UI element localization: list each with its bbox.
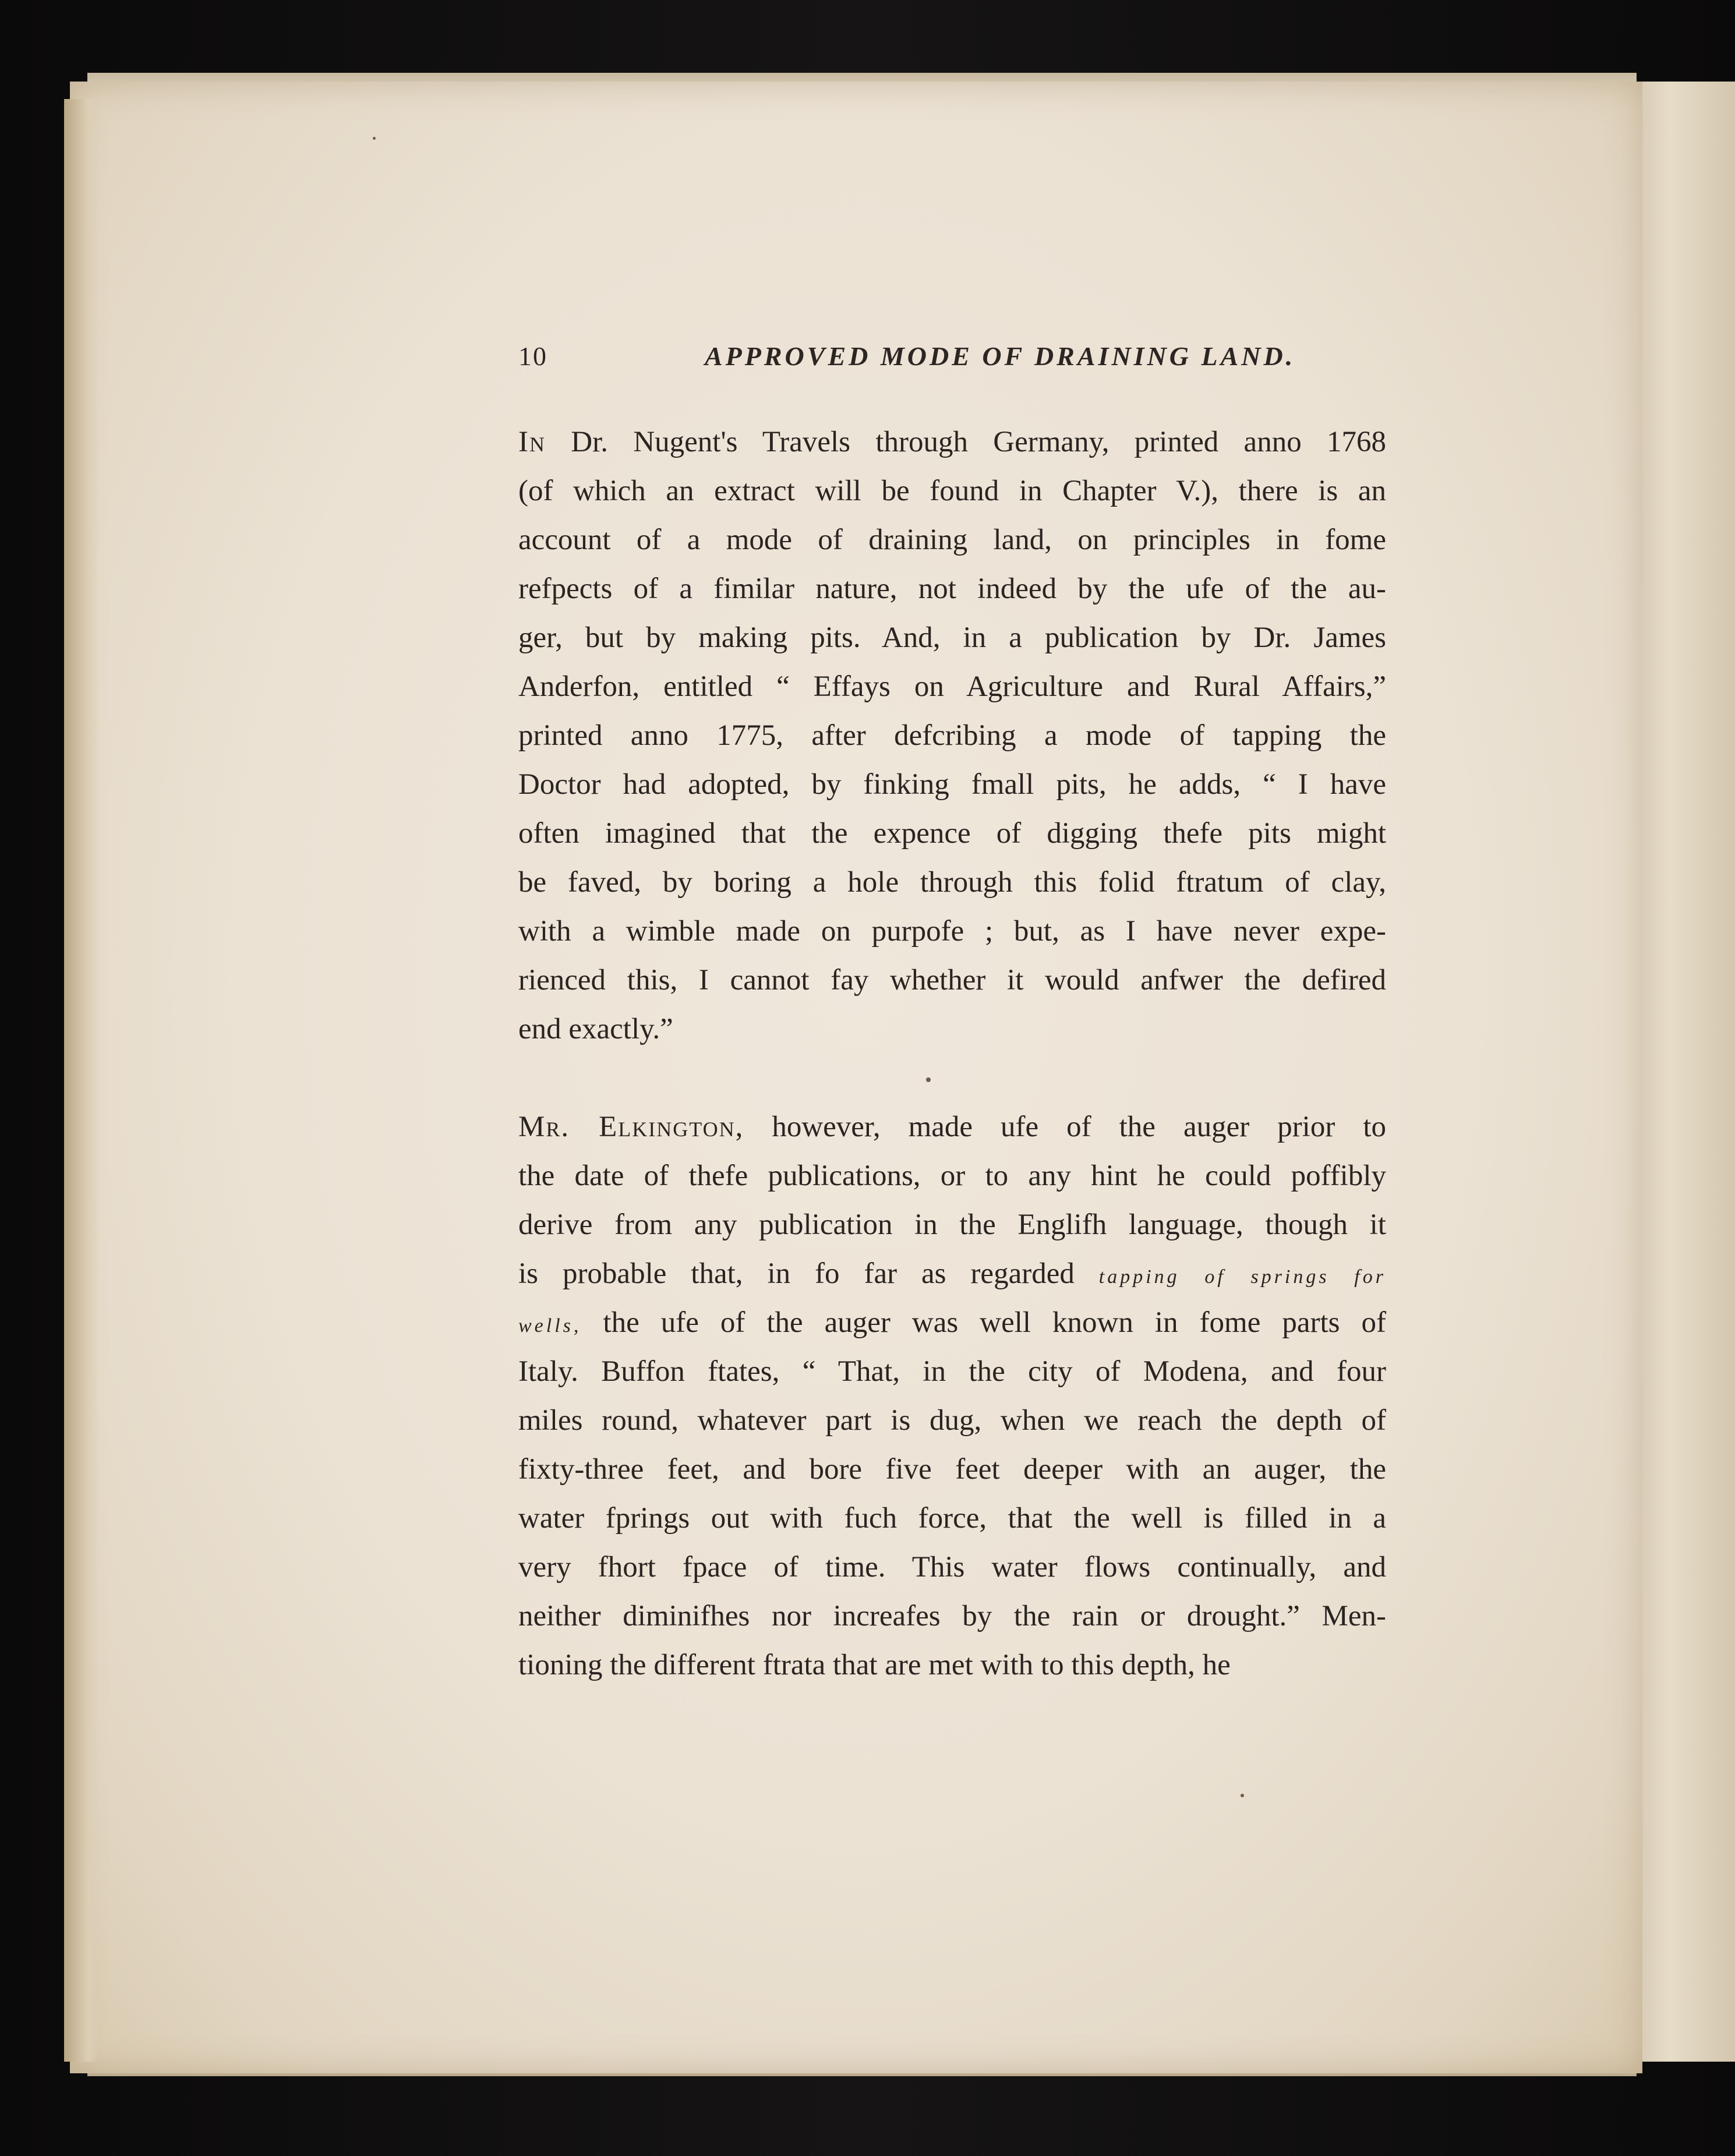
running-title: APPROVED MODE OF DRAINING LAND. [705, 341, 1296, 371]
paper-speck [373, 137, 376, 140]
paragraph-2-line [518, 1347, 1386, 1396]
line-text: miles round, whatever part is dug, when we reach the depth of [518, 1404, 1386, 1437]
paragraph-2-line [518, 1249, 1386, 1298]
line-text: very fhort fpace of time. This water flows continually, and [518, 1551, 1386, 1584]
paragraph-2 [518, 1102, 1386, 1690]
paragraph-1-line [518, 515, 1386, 564]
paragraph-1-line [518, 564, 1386, 613]
paper-speck [926, 1077, 931, 1082]
paragraph-1-line [518, 1005, 1386, 1054]
line-text: is probable that, in fo far as regarded [518, 1257, 1075, 1290]
small-caps-lead: Mr. Elkington, [518, 1111, 744, 1143]
line-text: fixty-three feet, and bore five feet deeper with an auger, the [518, 1453, 1386, 1486]
next-page [1642, 82, 1735, 2062]
line-text: tioning the different ftrata that are met with to this depth, he [518, 1649, 1231, 1681]
paragraph-1-line [518, 466, 1386, 515]
paragraph-2-line [518, 1396, 1386, 1445]
paragraph-1-line [518, 956, 1386, 1005]
line-text: with a wimble made on purpofe ; but, as I have never expe- [518, 915, 1386, 948]
small-caps-lead: In [518, 426, 546, 458]
line-text: (of which an extract will be found in Chapter V.), there is an [518, 475, 1386, 507]
paragraph-1-line [518, 907, 1386, 956]
paragraph-1-line [518, 760, 1386, 809]
line-text: refpects of a fimilar nature, not indeed by the ufe of the au- [518, 572, 1386, 605]
line-text: neither diminifhes nor increafes by the rain or drought.” Men- [518, 1600, 1386, 1632]
paragraph-2-line [518, 1102, 1386, 1151]
line-text: Anderfon, entitled “ Effays on Agriculture and Rural Affairs,” [518, 670, 1386, 703]
line-text: Doctor had adopted, by finking fmall pits, he adds, “ I have [518, 768, 1386, 801]
paragraph-2-line [518, 1151, 1386, 1200]
line-text: however, made ufe of the auger prior to [744, 1111, 1386, 1143]
paragraph-2-line [518, 1543, 1386, 1592]
line-text: the ufe of the auger was well known in fome parts of [581, 1306, 1386, 1339]
line-text: Italy. Buffon ftates, “ That, in the city of Modena, and four [518, 1355, 1386, 1388]
line-text: often imagined that the expence of digging thefe pits might [518, 817, 1386, 850]
line-text: Dr. Nugent's Travels through Germany, printed anno 1768 [545, 426, 1386, 458]
line-text: account of a mode of draining land, on principles in fome [518, 524, 1386, 556]
paragraph-1-line [518, 418, 1386, 466]
paragraph-2-line [518, 1298, 1386, 1347]
italic-caps-trail: tapping of springs for [1098, 1266, 1386, 1288]
paragraph-1-line [518, 809, 1386, 858]
paragraph-1-line [518, 711, 1386, 760]
paragraph-2-line [518, 1445, 1386, 1494]
line-text: the date of thefe publications, or to any hint he could poffibly [518, 1160, 1386, 1192]
paragraph-1 [518, 418, 1386, 1054]
paragraph-1-line [518, 858, 1386, 907]
paragraph-1-line [518, 662, 1386, 711]
line-text: rienced this, I cannot fay whether it would anfwer the defired [518, 964, 1386, 996]
line-text: water fprings out with fuch force, that the well is filled in a [518, 1502, 1386, 1535]
running-head [518, 341, 1296, 381]
paper-speck [1241, 1794, 1244, 1797]
line-text: be faved, by boring a hole through this folid ftratum of clay, [518, 866, 1386, 899]
paragraph-1-line [518, 613, 1386, 662]
paragraph-2-line [518, 1592, 1386, 1641]
paragraph-2-line [518, 1200, 1386, 1249]
line-text: derive from any publication in the Englifh language, though it [518, 1208, 1386, 1241]
paragraph-2-line [518, 1641, 1386, 1690]
page-left-edge [64, 99, 99, 2062]
line-text: end exactly.” [518, 1013, 673, 1045]
line-text: ger, but by making pits. And, in a publication by Dr. James [518, 621, 1386, 654]
line-text: printed anno 1775, after defcribing a mode of tapping the [518, 719, 1386, 752]
italic-caps-lead: wells, [518, 1315, 582, 1337]
paragraph-2-line [518, 1494, 1386, 1543]
page-number: 10 [518, 341, 547, 371]
